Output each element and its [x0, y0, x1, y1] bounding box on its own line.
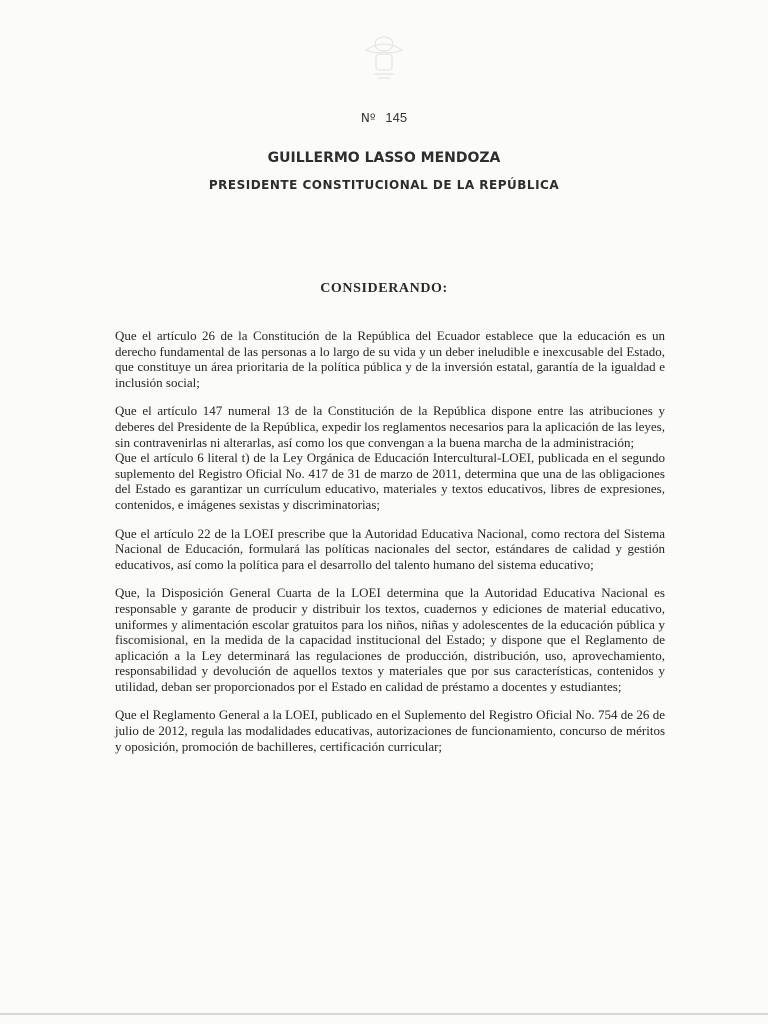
paragraph-article-22: Que el artículo 22 de la LOEI prescribe que la Autoridad Educativa Nacional, como rectora del Sistema Nacional de Educación, formulará las políticas nacionales del sector, estándares de calidad y gestión educativos, así como la política para el desarrollo del talento humano del sistema educativo;: [115, 525, 665, 572]
document-body: [115, 328, 665, 767]
decree-number-label: Nº: [360, 111, 376, 125]
decree-number: [0, 110, 768, 125]
president-title: PRESIDENTE CONSTITUCIONAL DE LA REPÚBLICA: [208, 178, 560, 192]
coat-of-arms-watermark: [360, 30, 408, 84]
paragraph-article-26: Que el artículo 26 de la Constitución de la República del Ecuador establece que la educación es un derecho fundamental de las personas a lo largo de su vida y un deber ineludible e inexcusable del Estado, que constituye un área prioritaria de la política pública y de la inversión estatal, garantía de la igualdad e inclusión social;: [115, 328, 665, 390]
paragraph-reglamento-general: Que el Reglamento General a la LOEI, publicado en el Suplemento del Registro Oficial No. 754 de 26 de julio de 2012, regula las modalidades educativas, autorizaciones de funcionamiento, concurso de méritos y oposición, promoción de bachilleres, certificación curricular;: [115, 707, 665, 754]
president-name: GUILLERMO LASSO MENDOZA: [267, 150, 501, 166]
paragraph-article-6: Que el artículo 6 literal t) de la Ley Orgánica de Educación Intercultural-LOEI, publicada en el segundo suplemento del Registro Oficial No. 417 de 31 de marzo de 2011, determina que una de las obligaciones del Estado es garantizar un currículum educativo, materiales y textos educativos, libres de expresiones, contenidos, e imágenes sexistas y discriminatorias;: [115, 450, 665, 512]
section-heading: CONSIDERANDO:: [320, 281, 448, 296]
paragraph-article-147: Que el artículo 147 numeral 13 de la Constitución de la República dispone entre las atribuciones y deberes del Presidente de la República, expedir los reglamentos necesarios para la aplicación de las leyes, sin contravenirlas ni alterarlas, así como los que convengan a la buena marcha de la administración;: [115, 403, 665, 450]
decree-number-value: 145: [385, 110, 408, 125]
paragraph-disposicion-cuarta: Que, la Disposición General Cuarta de la LOEI determina que la Autoridad Educativa Nacional es responsable y garante de producir y distribuir los textos, cuadernos y ediciones de material educativo, uniformes y alimentación escolar gratuitos para los niños, niñas y adolescentes de la educación pública y fiscomisional, en la medida de la capacidad institucional del Estado; y dispone que el Reglamento de aplicación a la Ley determinará las regulaciones de producción, distribución, uso, aprovechamiento, responsabilidad y devolución de aquellos textos y materiales que por sus características, contenidos y utilidad, deban ser proporcionados por el Estado en calidad de préstamo a docentes y estudiantes;: [115, 585, 665, 694]
page-bottom-edge: [0, 1013, 768, 1015]
